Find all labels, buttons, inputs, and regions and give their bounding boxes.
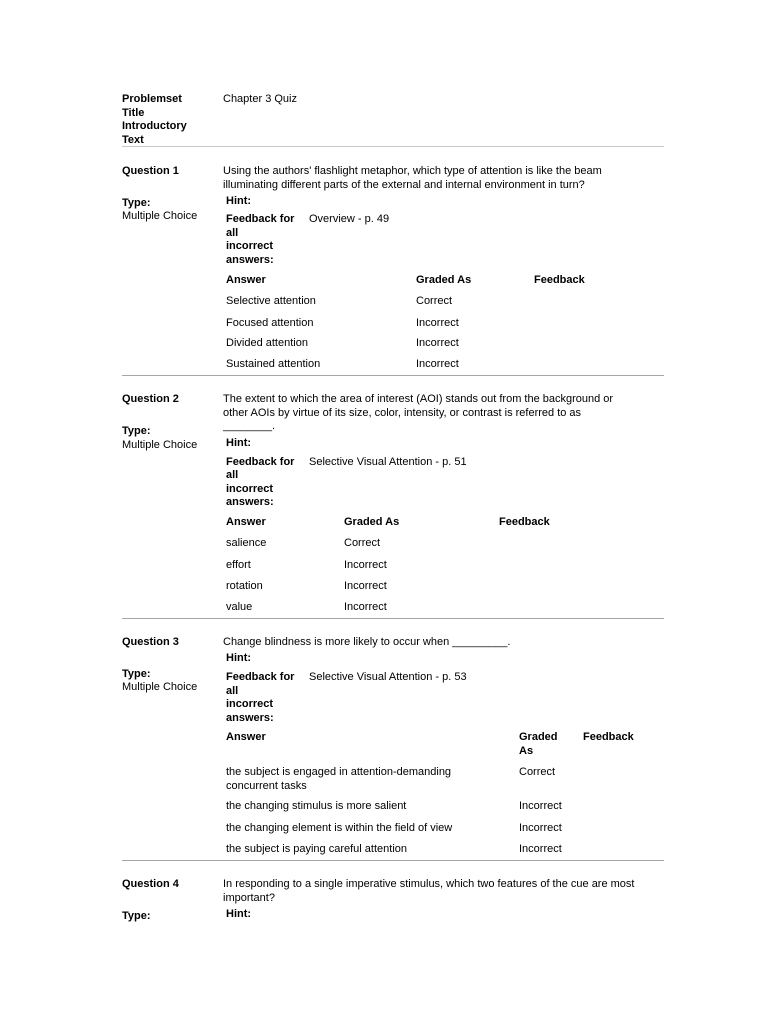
question-3-answer-line-2: concurrent tasks [226,780,307,792]
question-1-answer-header: Answer [226,274,266,286]
question-4-label: Question 4 [122,878,179,890]
question-3-graded: Incorrect [519,800,562,812]
question-2-feedback-label-4: answers: [226,496,274,508]
divider [122,618,664,619]
question-3-answer-line-1: the subject is engaged in attention-demanding [226,766,452,778]
divider [122,860,664,861]
question-3-answer: the subject is paying careful attention [226,843,408,855]
question-1-type: Multiple Choice [122,210,198,222]
question-2-graded: Incorrect [344,601,387,613]
question-3-graded: Correct [519,766,556,778]
question-1-graded: Correct [416,295,453,307]
divider [122,375,664,376]
question-3-graded-header-1: Graded [519,731,558,743]
question-1-answer: Sustained attention [226,358,321,370]
question-3-feedback-header: Feedback [583,731,634,743]
question-1-text-line-2: illuminating different parts of the external and internal environment in turn? [223,179,585,191]
question-3-feedback: Selective Visual Attention - p. 53 [309,671,467,683]
question-3-hint-label: Hint: [226,652,252,664]
question-2-feedback-label-3: incorrect [226,483,274,495]
question-1-feedback-label-2: all [226,227,239,239]
question-2-graded: Incorrect [344,580,387,592]
question-2-answer-header: Answer [226,516,266,528]
question-3-type: Multiple Choice [122,681,198,693]
question-3-answer: the changing element is within the field of view [226,822,453,834]
question-2-answer: rotation [226,580,263,592]
question-2-feedback-header: Feedback [499,516,550,528]
question-2-answer: effort [226,559,251,571]
question-3-graded: Incorrect [519,822,562,834]
question-1-graded: Incorrect [416,358,459,370]
question-2-label: Question 2 [122,393,179,405]
question-3-text-line-1: Change blindness is more likely to occur when _________. [223,636,511,648]
question-1-graded: Incorrect [416,337,459,349]
divider [122,146,664,147]
question-1-feedback-label-4: answers: [226,254,274,266]
question-3-graded-header-2: As [519,745,534,757]
question-1-feedback-label-1: Feedback for [226,213,295,225]
question-1-feedback-label-3: incorrect [226,240,274,252]
question-1-graded: Incorrect [416,317,459,329]
question-1-graded-header: Graded As [416,274,472,286]
question-1-hint-label: Hint: [226,195,252,207]
question-4-text-line-1: In responding to a single imperative stimulus, which two features of the cue are most [223,878,635,890]
title-label: Title [122,107,145,119]
question-3-feedback-label-4: answers: [226,712,274,724]
question-4-hint-label: Hint: [226,908,252,920]
question-2-text-line-3: ________. [223,420,275,432]
question-3-answer-header: Answer [226,731,266,743]
question-2-text-line-1: The extent to which the area of interest (AOI) stands out from the background or [223,393,614,405]
question-2-graded: Correct [344,537,381,549]
question-2-answer: salience [226,537,267,549]
question-1-type-label: Type: [122,197,151,209]
question-2-feedback: Selective Visual Attention - p. 51 [309,456,467,468]
question-2-type-label: Type: [122,425,151,437]
question-1-answer: Divided attention [226,337,308,349]
question-2-feedback-label-1: Feedback for [226,456,295,468]
question-2-graded-header: Graded As [344,516,400,528]
problemset-label: Problemset [122,93,182,105]
question-3-feedback-label-1: Feedback for [226,671,295,683]
introductory-label: Introductory [122,120,187,132]
question-3-answer: the changing stimulus is more salient [226,800,407,812]
question-2-answer: value [226,601,253,613]
question-3-graded: Incorrect [519,843,562,855]
question-3-feedback-label-2: all [226,685,239,697]
question-3-label: Question 3 [122,636,179,648]
question-1-answer: Selective attention [226,295,316,307]
question-1-feedback: Overview - p. 49 [309,213,390,225]
question-1-answer: Focused attention [226,317,314,329]
text-label: Text [122,134,144,146]
question-4-text-line-2: important? [223,892,275,904]
question-2-text-line-2: other AOIs by virtue of its size, color, intensity, or contrast is referred to as [223,407,582,419]
question-3-feedback-label-3: incorrect [226,698,274,710]
question-2-type: Multiple Choice [122,439,198,451]
question-1-label: Question 1 [122,165,179,177]
question-4-type-label: Type: [122,910,151,922]
question-1-feedback-header: Feedback [534,274,585,286]
question-1-text-line-1: Using the authors' flashlight metaphor, which type of attention is like the beam [223,165,602,177]
question-2-graded: Incorrect [344,559,387,571]
question-3-type-label: Type: [122,668,151,680]
problemset-title: Chapter 3 Quiz [223,93,297,105]
question-2-hint-label: Hint: [226,437,252,449]
question-2-feedback-label-2: all [226,469,239,481]
